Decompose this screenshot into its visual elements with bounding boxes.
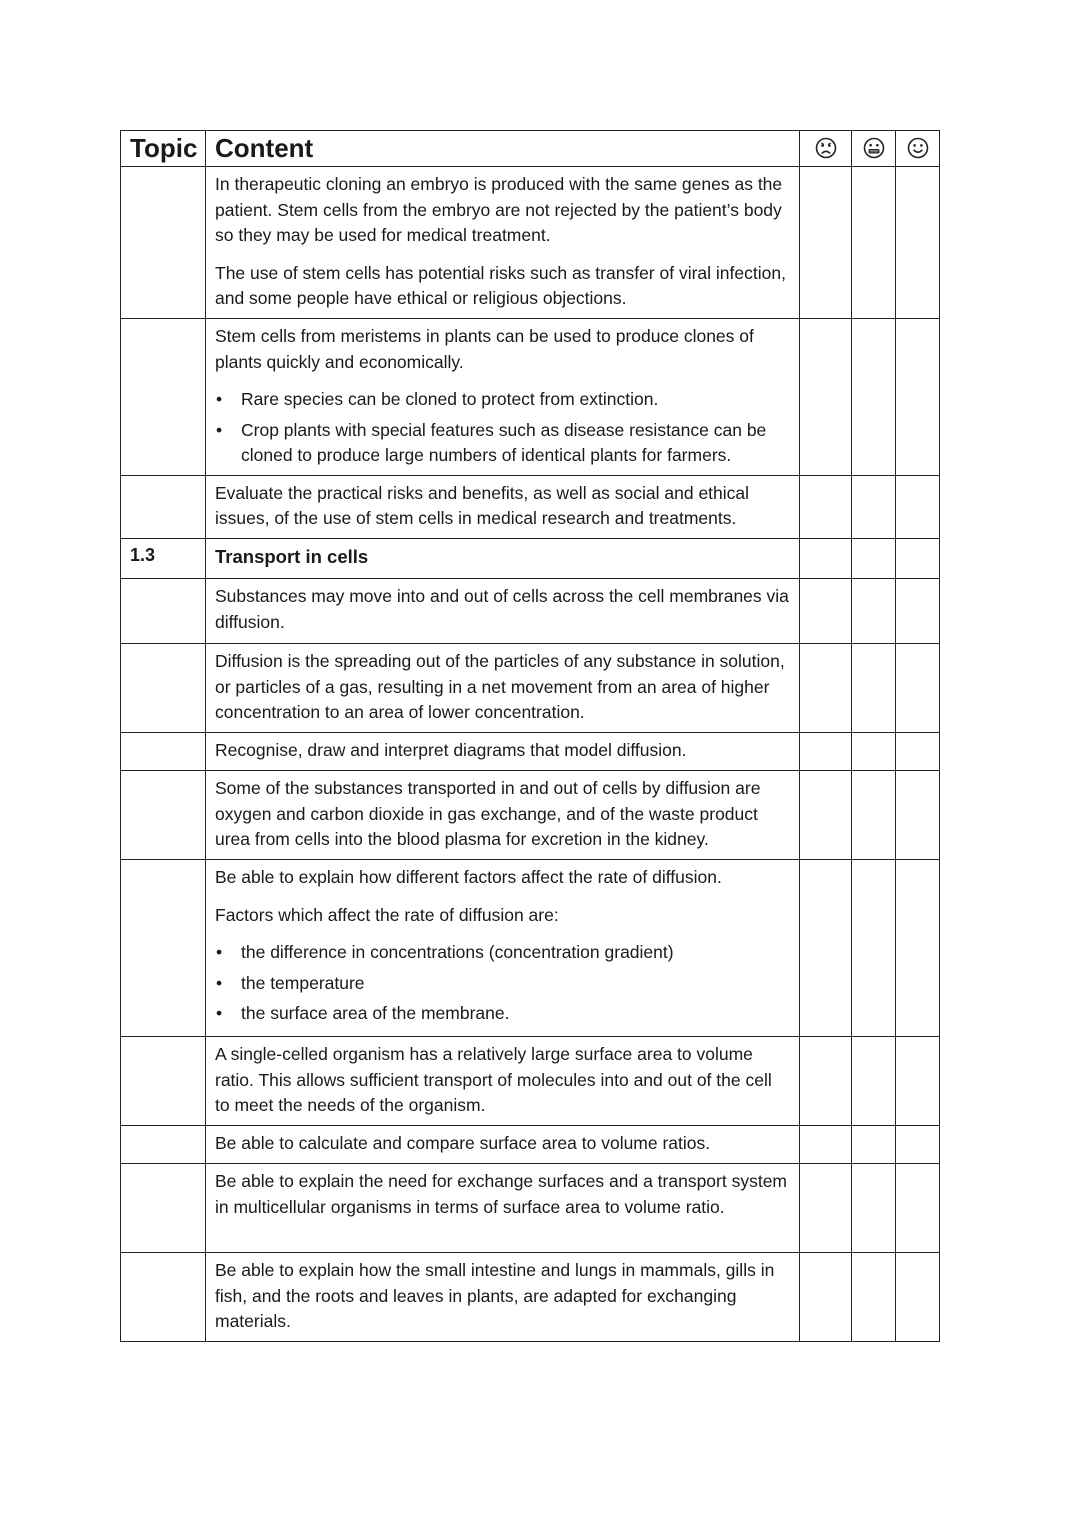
rating-checkbox-sad[interactable]: [800, 579, 852, 644]
rating-checkbox-neutral[interactable]: [852, 319, 896, 476]
table-row: [121, 319, 940, 476]
content-paragraph: Be able to explain the need for exchange surfaces and a transport system in multicellular organisms in terms of surface area to volume ratio.: [215, 1171, 788, 1217]
rating-checkbox-happy[interactable]: [896, 538, 940, 579]
topic-cell: [121, 579, 206, 644]
topic-cell: [121, 644, 206, 733]
rating-checkbox-happy[interactable]: [896, 1126, 940, 1164]
content-paragraph: Evaluate the practical risks and benefits, as well as social and ethical issues, of the use of stem cells in medical research and treatments.: [215, 482, 750, 528]
section-row: [121, 538, 940, 579]
rating-checkbox-sad[interactable]: [800, 1126, 852, 1164]
bullet-list: [215, 387, 790, 469]
content-paragraph: Recognise, draw and interpret diagrams that model diffusion.: [215, 740, 687, 760]
content-cell: [206, 1126, 800, 1164]
rating-checkbox-sad[interactable]: [800, 1164, 852, 1253]
table-row: [121, 475, 940, 538]
rating-checkbox-neutral[interactable]: [852, 475, 896, 538]
rating-checkbox-sad[interactable]: [800, 167, 852, 319]
topic-number: 1.3: [121, 538, 206, 579]
rating-checkbox-happy[interactable]: [896, 771, 940, 860]
topic-cell: [121, 771, 206, 860]
table-row: [121, 771, 940, 860]
topic-column-header: Topic: [121, 131, 206, 167]
content-paragraph: A single-celled organism has a relatively large surface area to volume ratio. This allows sufficient transport of molecules into and out of the cell to meet the needs of the organism.: [215, 1044, 772, 1115]
table-header-row: [121, 131, 940, 167]
rating-checkbox-sad[interactable]: [800, 771, 852, 860]
content-cell: [206, 1253, 800, 1342]
topic-cell: [121, 167, 206, 319]
bullet-item: • the temperature: [215, 971, 790, 997]
content-paragraph: Be able to explain how the small intestine and lungs in mammals, gills in fish, and the roots and leaves in plants, are adapted for exchanging materials.: [215, 1260, 775, 1331]
topic-cell: [121, 319, 206, 476]
content-cell: [206, 644, 800, 733]
table-row: [121, 733, 940, 771]
bullet-item: • the surface area of the membrane.: [215, 1001, 790, 1027]
content-cell: [206, 167, 800, 319]
rating-checkbox-happy[interactable]: [896, 644, 940, 733]
rating-checkbox-happy[interactable]: [896, 1037, 940, 1126]
rating-checkbox-sad[interactable]: [800, 475, 852, 538]
content-paragraph: Diffusion is the spreading out of the particles of any substance in solution, or particles of a gas, resulting in a net movement from an area of higher concentration to an area of lower concentration.: [215, 651, 785, 722]
content-paragraph: Stem cells from meristems in plants can be used to produce clones of plants quickly and economically.: [215, 326, 754, 372]
happy-face-icon: [907, 137, 929, 159]
content-paragraph: The use of stem cells has potential risks such as transfer of viral infection, and some people have ethical or religious objections.: [215, 262, 786, 308]
bullet-item: • Rare species can be cloned to protect from extinction.: [215, 387, 790, 413]
topic-cell: [121, 733, 206, 771]
rating-checkbox-sad[interactable]: [800, 1253, 852, 1342]
rating-checkbox-happy[interactable]: [896, 475, 940, 538]
content-cell: [206, 733, 800, 771]
content-paragraph: Some of the substances transported in and out of cells by diffusion are oxygen and carbon dioxide in gas exchange, and of the waste product urea from cells into the blood plasma for excretion in the kidney.: [215, 778, 761, 849]
rating-checkbox-neutral[interactable]: [852, 167, 896, 319]
topic-cell: [121, 1126, 206, 1164]
rating-checkbox-sad[interactable]: [800, 860, 852, 1037]
topic-cell: [121, 475, 206, 538]
rating-checkbox-neutral[interactable]: [852, 1037, 896, 1126]
content-paragraph: Substances may move into and out of cells across the cell membranes via diffusion.: [215, 586, 789, 632]
topic-cell: [121, 860, 206, 1037]
content-cell: [206, 860, 800, 1037]
topic-cell: [121, 1164, 206, 1253]
rating-checkbox-neutral[interactable]: [852, 579, 896, 644]
table-row: [121, 1253, 940, 1342]
table-row: [121, 644, 940, 733]
sad-face-icon: [815, 137, 837, 159]
bullet-item: • the difference in concentrations (concentration gradient): [215, 940, 790, 966]
rating-checkbox-happy[interactable]: [896, 319, 940, 476]
table-row: [121, 860, 940, 1037]
content-cell: [206, 579, 800, 644]
content-paragraph: Factors which affect the rate of diffusion are:: [215, 904, 559, 925]
specification-checklist-table: [120, 130, 940, 1342]
rating-checkbox-neutral[interactable]: [852, 644, 896, 733]
table-row: [121, 1126, 940, 1164]
content-paragraph: In therapeutic cloning an embryo is produced with the same genes as the patient. Stem cells from the embryo are not rejected by the patient’s body so they may be used for medical treatment.: [215, 174, 783, 245]
table-row: [121, 1037, 940, 1126]
rating-header-neutral: [852, 131, 896, 167]
rating-checkbox-neutral[interactable]: [852, 733, 896, 771]
content-cell: [206, 771, 800, 860]
table-row: [121, 579, 940, 644]
rating-checkbox-neutral[interactable]: [852, 1126, 896, 1164]
content-paragraph: Be able to explain how different factors affect the rate of diffusion.: [215, 867, 722, 887]
bullet-item: • Crop plants with special features such as disease resistance can be cloned to produce large numbers of identical plants for farmers.: [215, 418, 790, 469]
rating-checkbox-happy[interactable]: [896, 1164, 940, 1253]
section-title: Transport in cells: [206, 538, 800, 579]
rating-checkbox-neutral[interactable]: [852, 771, 896, 860]
content-cell: [206, 1037, 800, 1126]
rating-checkbox-sad[interactable]: [800, 319, 852, 476]
neutral-face-icon: [863, 137, 885, 159]
rating-checkbox-happy[interactable]: [896, 1253, 940, 1342]
rating-header-happy: [896, 131, 940, 167]
content-cell: [206, 1164, 800, 1253]
rating-header-sad: [800, 131, 852, 167]
rating-checkbox-neutral[interactable]: [852, 1253, 896, 1342]
rating-checkbox-sad[interactable]: [800, 1037, 852, 1126]
rating-checkbox-neutral[interactable]: [852, 538, 896, 579]
content-cell: [206, 475, 800, 538]
rating-checkbox-neutral[interactable]: [852, 860, 896, 1037]
rating-checkbox-sad[interactable]: [800, 644, 852, 733]
rating-checkbox-sad[interactable]: [800, 733, 852, 771]
rating-checkbox-happy[interactable]: [896, 860, 940, 1037]
rating-checkbox-happy[interactable]: [896, 733, 940, 771]
content-cell: [206, 319, 800, 476]
topic-cell: [121, 1037, 206, 1126]
bullet-list: [215, 940, 790, 1027]
content-column-header: Content: [206, 131, 800, 167]
rating-checkbox-neutral[interactable]: [852, 1164, 896, 1253]
topic-cell: [121, 1253, 206, 1342]
table-row: [121, 1164, 940, 1253]
rating-checkbox-happy[interactable]: [896, 167, 940, 319]
rating-checkbox-sad[interactable]: [800, 538, 852, 579]
rating-checkbox-happy[interactable]: [896, 579, 940, 644]
table-row: [121, 167, 940, 319]
content-paragraph: Be able to calculate and compare surface area to volume ratios.: [215, 1133, 711, 1153]
